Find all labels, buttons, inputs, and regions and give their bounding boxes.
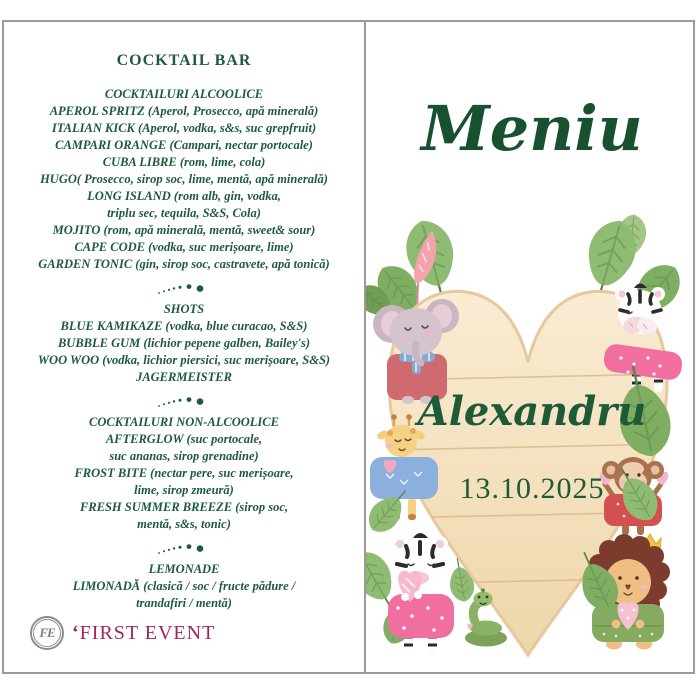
menu-line: GARDEN TONIC (gin, sirop soc, castravete, apă tonică) bbox=[38, 257, 330, 271]
menu-line: HUGO( Prosecco, sirop soc, lime, mentă, apă minerală) bbox=[40, 172, 328, 186]
menu-line: LIMONADĂ (clasică / soc / fructe pădure / bbox=[72, 579, 296, 593]
menu-line: CAMPARI ORANGE (Campari, nectar portocale) bbox=[55, 138, 313, 152]
section-header: COCKTAILURI ALCOOLICE bbox=[104, 87, 264, 101]
brand-flourish: ‘ bbox=[72, 621, 79, 644]
section-shots bbox=[4, 301, 364, 386]
safari-heart-illustration bbox=[366, 212, 698, 674]
menu-line: trandafiri / mentă) bbox=[136, 596, 232, 610]
section-header: SHOTS bbox=[163, 302, 205, 316]
menu-line: MOJITO (rom, apă minerală, mentă, sweet& sour) bbox=[52, 223, 316, 237]
menu-line: LONG ISLAND (rom alb, gin, vodka, bbox=[87, 189, 281, 203]
menu-line: FRESH SUMMER BREEZE (sirop soc, bbox=[79, 500, 289, 514]
menu-line: CUBA LIBRE (rom, lime, cola) bbox=[102, 155, 266, 169]
section-header: COCKTAILURI NON-ALCOOLICE bbox=[89, 415, 279, 429]
menu-line: BUBBLE GUM (lichior pepene galben, Bailey's) bbox=[57, 336, 311, 350]
menu-line: CAPE CODE (vodka, suc merișoare, lime) bbox=[74, 240, 294, 254]
section-header: LEMONADE bbox=[148, 562, 220, 576]
cocktail-bar-title: COCKTAIL BAR bbox=[116, 52, 252, 69]
menu-title: Meniu bbox=[421, 92, 643, 165]
menu-line: JAGERMEISTER bbox=[136, 370, 232, 384]
menu-line: AFTERGLOW (suc portocale, bbox=[105, 432, 263, 446]
menu-line: BLUE KAMIKAZE (vodka, blue curacao, S&S) bbox=[60, 319, 308, 333]
child-name: Alexandru bbox=[417, 388, 647, 435]
menu-line: suc ananas, sirop grenadine) bbox=[109, 449, 259, 463]
brand-name: FIRST EVENT bbox=[79, 621, 216, 644]
menu-line: APEROL SPRITZ (Aperol, Prosecco, apă minerală) bbox=[49, 104, 319, 118]
menu-line: triplu sec, tequila, S&S, Cola) bbox=[107, 206, 261, 220]
section-lemonade bbox=[4, 561, 364, 612]
menu-line: ITALIAN KICK (Aperol, vodka, s&s, suc grepfruit) bbox=[51, 121, 317, 135]
brand-monogram-icon: FE bbox=[30, 616, 64, 650]
event-date: 13.10.2025 bbox=[459, 472, 605, 505]
dots-flourish-icon bbox=[149, 392, 219, 410]
section-alcoholic bbox=[4, 86, 364, 273]
menu-line: FROST BITE (nectar pere, suc merișoare, bbox=[74, 466, 294, 480]
dots-flourish-icon bbox=[149, 539, 219, 557]
menu-line: lime, sirop zmeură) bbox=[134, 483, 234, 497]
dots-flourish-icon bbox=[149, 279, 219, 297]
menu-line: WOO WOO (vodka, lichior piersici, suc merișoare, S&S) bbox=[37, 353, 331, 367]
brand-logo bbox=[30, 616, 215, 650]
left-panel bbox=[4, 22, 364, 672]
section-non-alcoholic bbox=[4, 414, 364, 533]
menu-line: mentă, s&s, tonic) bbox=[137, 517, 231, 531]
